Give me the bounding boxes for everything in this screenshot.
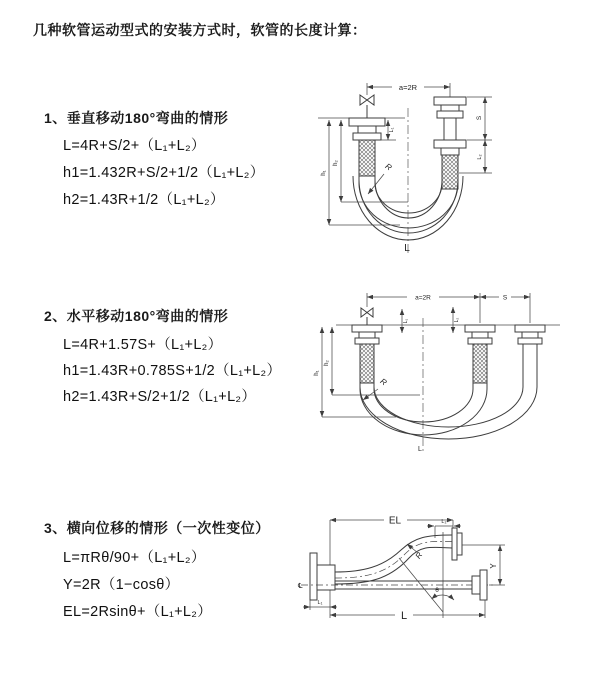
section2-formula-L: L=4R+1.57S+（L₁+L₂） [63, 337, 223, 353]
section3-formula-Y: Y=2R（1−cosθ） [63, 577, 180, 593]
diagram-horizontal-180-bend [308, 283, 600, 458]
dim-l1-label: L₁ [389, 127, 395, 133]
section1-formula-h2: h2=1.43R+1/2（L₁+L₂） [63, 192, 225, 208]
dim-s-label: S [502, 294, 508, 302]
dim-h1-label: h₁ [321, 170, 327, 176]
hose-u-bends [360, 344, 537, 439]
radius-r-label: R [383, 161, 394, 173]
radius-r-label: R [378, 376, 389, 388]
hose-s-curve [335, 535, 452, 584]
angle-theta-label: θ [435, 587, 439, 594]
dim-h2-label: h₂ [324, 360, 330, 366]
valve-icon [361, 308, 373, 325]
left-fitting [352, 325, 382, 383]
left-fitting [349, 118, 385, 176]
section1-formula-L: L=4R+S/2+（L₁+L₂） [63, 138, 206, 154]
dim-a2r-label: a=2R [398, 83, 418, 92]
diagram-lateral-displacement [295, 500, 600, 645]
dim-a2r-label: a=2R [415, 294, 431, 302]
left-fitting [310, 553, 335, 600]
lower-right-fitting [472, 570, 487, 600]
dim-h2-label: h₂ [333, 160, 339, 166]
section1-formula-h1: h1=1.432R+S/2+1/2（L₁+L₂） [63, 165, 265, 181]
dim-y-label: Y [489, 563, 498, 569]
section3-formula-EL: EL=2Rsinθ+（L₁+L₂） [63, 604, 213, 620]
length-l-label: L [404, 243, 410, 254]
length-l-label: L [418, 446, 422, 453]
radius-r-label: R [413, 550, 425, 561]
dim-l1-label: L₁ [403, 318, 409, 324]
diagram-vertical-180-bend [310, 68, 600, 263]
length-l-label: L [400, 610, 408, 622]
section1-heading: 1、垂直移动180°弯曲的情形 [44, 110, 229, 126]
dim-l2-label: L₂ [454, 317, 460, 323]
page-title: 几种软管运动型式的安装方式时，软管的长度计算： [33, 22, 367, 38]
section3-formula-L: L=πRθ/90+（L₁+L₂） [63, 550, 206, 566]
dim-s-label: S [476, 115, 483, 121]
dim-l2-label: L₂ [477, 154, 483, 160]
dim-h1-label: h₁ [314, 370, 320, 376]
section2-formula-h2: h2=1.43R+S/2+1/2（L₁+L₂） [63, 389, 257, 405]
middle-fitting [465, 325, 495, 383]
section2-formula-h1: h1=1.43R+0.785S+1/2（L₁+L₂） [63, 363, 282, 379]
dim-l1-label: L₁ [317, 600, 323, 606]
upper-right-fitting [452, 528, 462, 560]
right-fitting [434, 97, 466, 189]
dim-l2-label: L₂ [441, 519, 447, 525]
centerline-symbol: ℄ [298, 583, 303, 590]
section2-heading: 2、水平移动180°弯曲的情形 [44, 308, 229, 324]
section3-heading: 3、横向位移的情形（一次性变位） [44, 520, 270, 536]
dim-el-label: EL [388, 515, 402, 527]
valve-icon [360, 95, 374, 118]
right-fitting [515, 325, 545, 344]
